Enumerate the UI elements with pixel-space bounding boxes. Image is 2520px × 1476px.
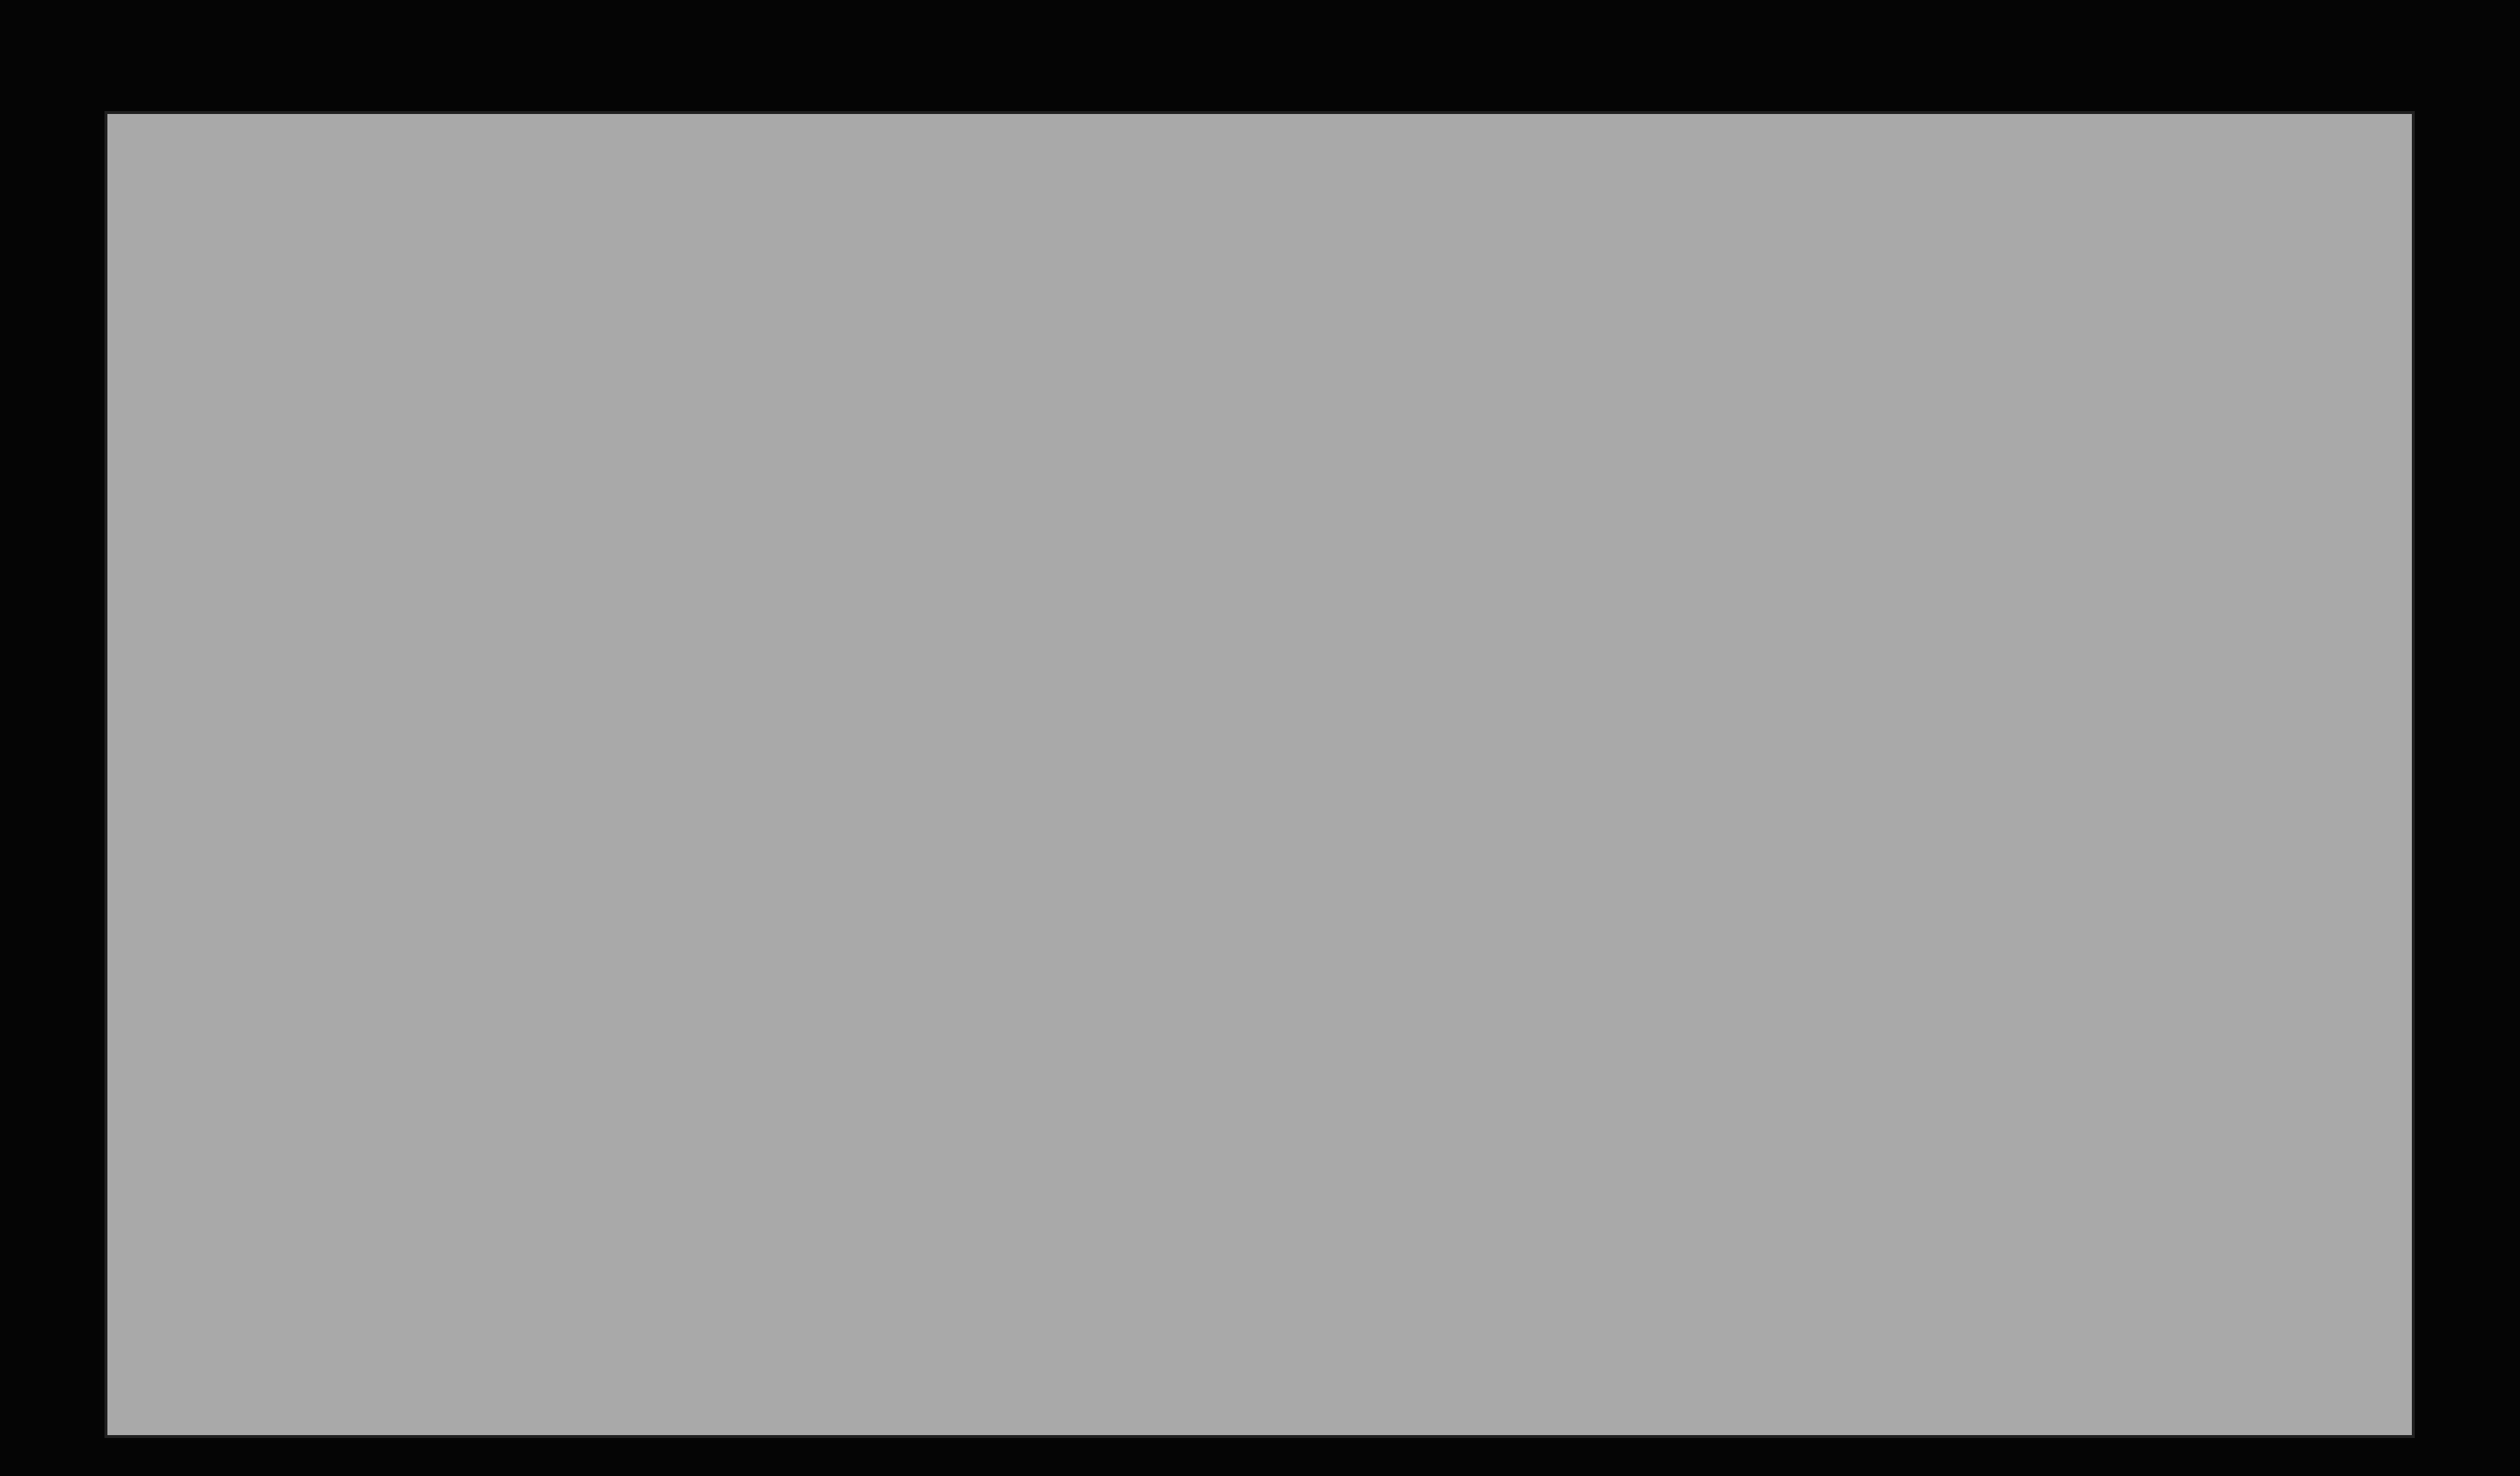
census-card — [104, 111, 2415, 1438]
